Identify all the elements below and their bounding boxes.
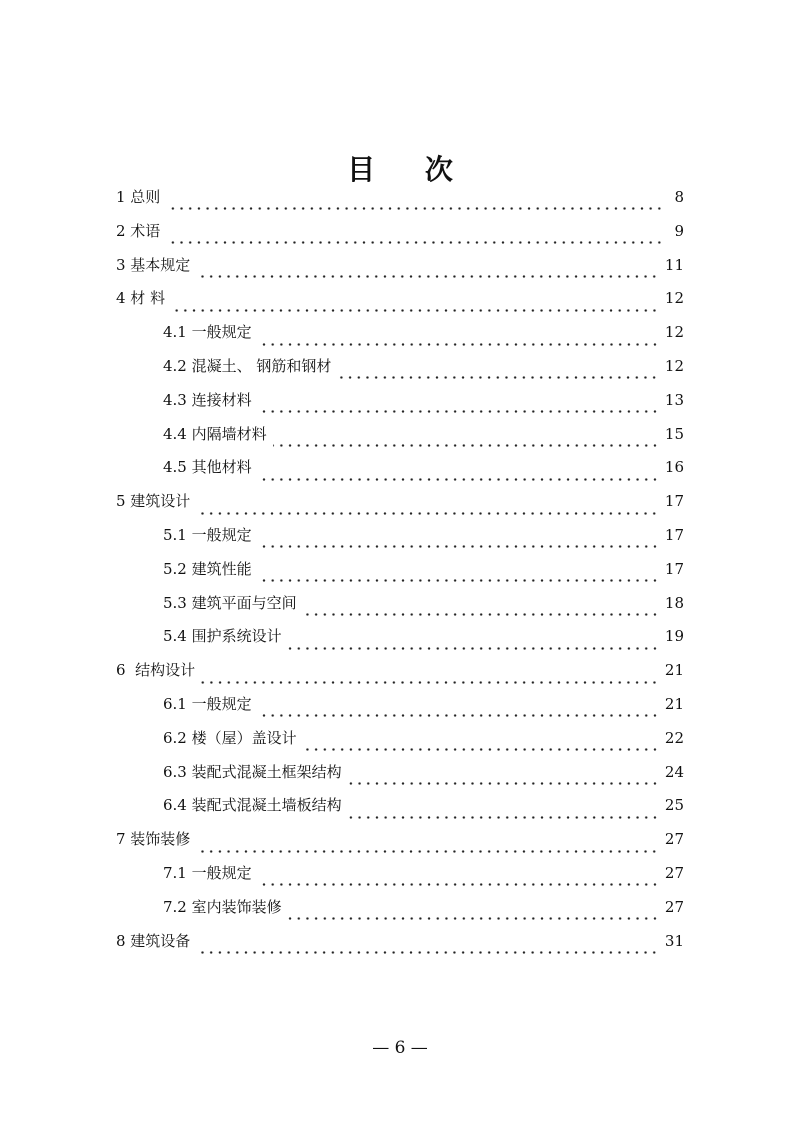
toc-entry-label: 4.3 连接材料 (163, 390, 252, 409)
dot-leader (196, 850, 659, 853)
toc-entry-page: 16 (664, 458, 684, 477)
dot-leader (258, 478, 659, 481)
toc-entry[interactable] (116, 254, 684, 288)
toc-entry[interactable] (116, 659, 684, 693)
toc-entry-label: 2 术语 (116, 221, 161, 240)
toc-entry-label: 6.3 装配式混凝土框架结构 (163, 762, 342, 781)
dot-leader (166, 207, 664, 210)
page-title: 目 次 (347, 153, 473, 186)
dot-leader (171, 309, 659, 312)
dot-leader (303, 748, 659, 751)
dot-leader (273, 444, 659, 447)
toc-entry-label: 7.1 一般规定 (163, 863, 252, 882)
toc-entry-label: 1 总则 (116, 188, 161, 206)
toc-entry-page: 8 (674, 188, 684, 206)
toc-entry[interactable] (116, 896, 684, 930)
toc-entry-label: 3 基本规定 (116, 255, 191, 274)
dot-leader (348, 782, 659, 785)
toc-entry[interactable] (116, 423, 684, 457)
toc-entry-page: 27 (664, 897, 684, 916)
toc-entry[interactable] (116, 558, 684, 592)
toc-entry-page: 18 (664, 593, 684, 612)
toc-entry-page: 12 (664, 356, 684, 375)
toc-entry-page: 15 (664, 424, 684, 443)
dot-leader (196, 951, 659, 954)
dot-leader (258, 714, 659, 717)
toc-entry[interactable] (116, 794, 684, 828)
page-number-footer: — 6 — (372, 1038, 428, 1058)
toc-entry-label: 5.2 建筑性能 (163, 559, 252, 578)
toc-entry[interactable] (116, 761, 684, 795)
dot-leader (258, 343, 659, 346)
dot-leader (196, 275, 659, 278)
dot-leader (258, 410, 659, 413)
toc-entry-label: 7 装饰装修 (116, 830, 191, 849)
toc-entry[interactable] (116, 625, 684, 659)
toc-entry-label: 6 结构设计 (116, 661, 196, 680)
toc-entry[interactable] (116, 862, 684, 896)
toc-entry-label: 6.1 一般规定 (163, 694, 252, 713)
dot-leader (288, 647, 659, 650)
toc-entry[interactable] (116, 727, 684, 761)
toc-entry-label: 5.4 围护系统设计 (163, 627, 282, 646)
toc-entry[interactable] (116, 693, 684, 727)
dot-leader (303, 613, 659, 616)
toc-entry-label: 6.4 装配式混凝土墙板结构 (163, 796, 342, 815)
toc-entry-label: 4.5 其他材料 (163, 458, 252, 477)
dot-leader (258, 579, 659, 582)
toc-entry-label: 4 材 料 (116, 289, 166, 308)
toc-entry-page: 24 (664, 762, 684, 781)
toc-entry-page: 17 (664, 525, 684, 544)
toc-entry[interactable] (116, 220, 684, 254)
toc-entry-page: 12 (664, 289, 684, 308)
toc-entry-label: 4.4 内隔墙材料 (163, 424, 267, 443)
dot-leader (201, 681, 659, 684)
toc-entry-page: 17 (664, 492, 684, 511)
toc-entry-label: 6.2 楼（屋）盖设计 (163, 728, 297, 747)
toc-entry[interactable] (116, 930, 684, 964)
toc-entry[interactable] (116, 828, 684, 862)
toc-entry-page: 25 (664, 796, 684, 815)
toc-entry[interactable] (116, 287, 684, 321)
toc-entry[interactable] (116, 186, 684, 220)
toc-entry-page: 21 (664, 694, 684, 713)
dot-leader (258, 545, 659, 548)
toc-entry-page: 21 (664, 661, 684, 680)
toc-entry-page: 17 (664, 559, 684, 578)
toc-entry-page: 9 (674, 221, 684, 240)
toc-entry[interactable] (116, 355, 684, 389)
toc-entry-page: 19 (664, 627, 684, 646)
toc-entry[interactable] (116, 524, 684, 558)
dot-leader (348, 816, 659, 819)
toc-entry[interactable] (116, 389, 684, 423)
toc-entry-label: 7.2 室内装饰装修 (163, 897, 282, 916)
toc-entry-label: 4.2 混凝土、 钢筋和钢材 (163, 356, 332, 375)
toc-entry-label: 4.1 一般规定 (163, 323, 252, 342)
toc-entry-label: 5.1 一般规定 (163, 525, 252, 544)
dot-leader (196, 512, 659, 515)
toc-entry-page: 12 (664, 323, 684, 342)
toc-entry-page: 27 (664, 830, 684, 849)
toc-entry-label: 5 建筑设计 (116, 492, 191, 511)
toc-entry-page: 22 (664, 728, 684, 747)
toc-entry-label: 5.3 建筑平面与空间 (163, 593, 297, 612)
toc-entry[interactable] (116, 321, 684, 355)
toc-entry[interactable] (116, 490, 684, 524)
dot-leader (288, 917, 659, 920)
table-of-contents (116, 186, 684, 963)
toc-entry-page: 11 (664, 255, 684, 274)
toc-entry-page: 27 (664, 863, 684, 882)
toc-entry[interactable] (116, 592, 684, 626)
dot-leader (258, 883, 659, 886)
dot-leader (166, 241, 664, 244)
toc-entry-page: 13 (664, 390, 684, 409)
toc-entry-page: 31 (664, 931, 684, 950)
dot-leader (337, 376, 659, 379)
toc-entry-label: 8 建筑设备 (116, 931, 191, 950)
toc-entry[interactable] (116, 456, 684, 490)
